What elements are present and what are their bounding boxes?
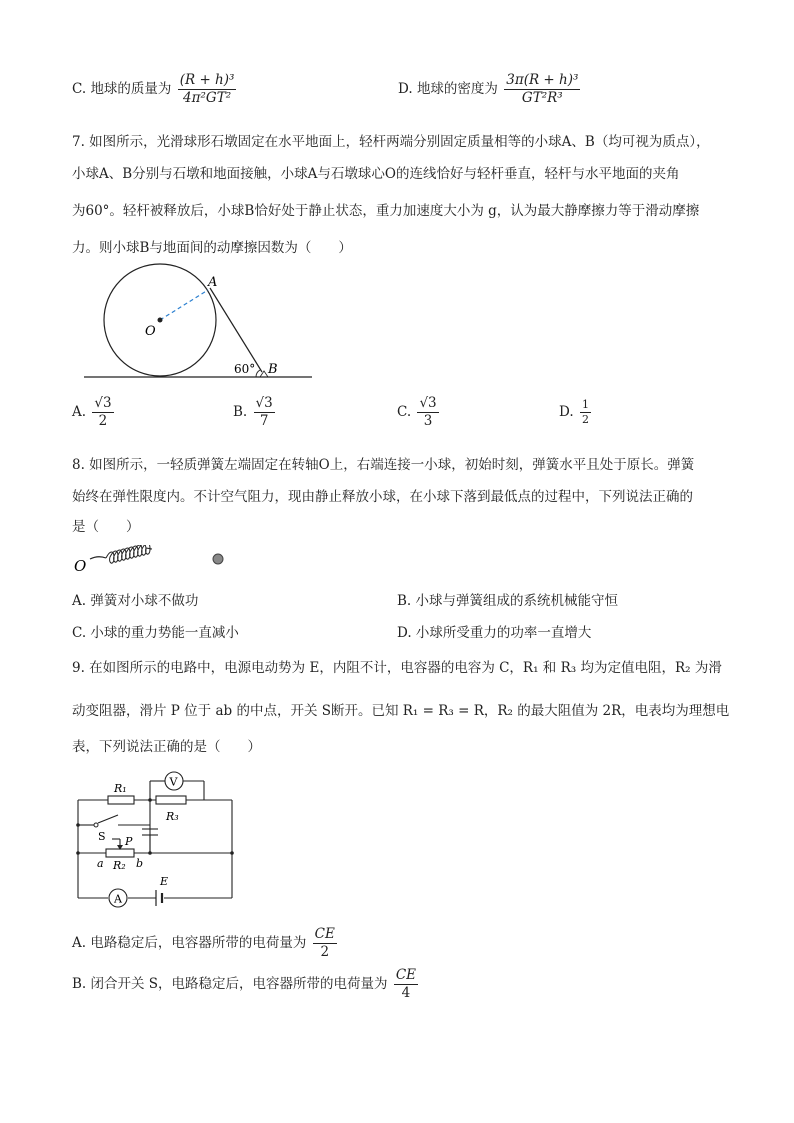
ammeter-label: A <box>114 892 122 906</box>
q8-option-b: B. 小球与弹簧组成的系统机械能守恒 <box>397 593 619 609</box>
q7-option-c <box>397 395 441 430</box>
denominator: 4π²GT² <box>183 90 232 106</box>
denominator: 3 <box>423 413 433 429</box>
ball-b-mark <box>260 371 268 377</box>
q8-figure <box>72 545 232 577</box>
q6-option-d <box>398 72 582 107</box>
q7-line-2: 小球A、B分别与石墩和地面接触，小球A与石墩球心O的连线恰好与轻杆垂直，轻杆与水平地面的夹角 <box>72 166 680 182</box>
q9-option-a <box>72 926 339 961</box>
denominator: 2 <box>98 413 108 429</box>
q8-option-d: D. 小球所受重力的功率一直增大 <box>397 625 592 641</box>
option-text: B. 闭合开关 S，电路稳定后，电容器所带的电荷量为 <box>72 976 388 992</box>
fraction <box>178 72 237 107</box>
denominator: 2 <box>581 413 589 426</box>
label-p: P <box>125 835 133 848</box>
fraction <box>580 398 591 427</box>
fraction <box>504 72 580 107</box>
numerator: √3 <box>419 395 437 411</box>
q9-line-3: 表，下列说法正确的是（ ） <box>72 739 261 755</box>
option-label: C. <box>72 81 87 97</box>
denominator: 7 <box>259 413 269 429</box>
center-point <box>158 318 163 323</box>
switch-s-blade <box>98 815 118 823</box>
q8-line-2: 始终在弹性限度内。不计空气阻力，现由静止释放小球，在小球下落到最低点的过程中，下列说法正确的 <box>72 489 693 505</box>
numerator: CE <box>314 926 335 942</box>
fraction <box>313 926 337 961</box>
denominator: GT²R³ <box>521 90 563 106</box>
q7-option-d <box>559 398 593 427</box>
option-label: D. <box>398 81 413 97</box>
spring-lead <box>90 557 106 559</box>
q7-figure <box>80 260 320 385</box>
option-text: A. 电路稳定后，电容器所带的电荷量为 <box>72 935 307 951</box>
q9-line-1: 9. 在如图所示的电路中，电源电动势为 E，内阻不计，电容器的电容为 C，R₁ 和 R₃ 均为定值电阻，R₂ 为滑 <box>72 660 722 676</box>
light-rod <box>210 288 262 372</box>
fraction <box>417 395 438 430</box>
q7-line-1: 7. 如图所示，光滑球形石墩固定在水平地面上，轻杆两端分别固定质量相等的小球A、B（均可视为质点）， <box>72 134 710 150</box>
option-label: A. <box>72 404 87 420</box>
q7-option-a <box>72 395 116 430</box>
q7-line-3: 为60°。轻杆被释放后，小球B恰好处于静止状态，重力加速度大小为 g，认为最大静摩擦力等于滑动摩擦 <box>72 203 700 219</box>
q9-option-b <box>72 967 420 1002</box>
numerator: CE <box>395 967 417 983</box>
option-label: B. <box>233 404 248 420</box>
numerator: √3 <box>255 395 273 411</box>
spring-coils <box>106 545 152 563</box>
numerator: 1 <box>581 398 589 411</box>
pivot-label-o: O <box>74 557 87 575</box>
resistor-r3 <box>156 796 186 804</box>
numerator: 3π(R + h)³ <box>506 72 579 88</box>
q8-line-3: 是（ ） <box>72 519 140 535</box>
resistor-r1 <box>108 796 134 804</box>
label-b: B <box>268 362 278 377</box>
resistor-r2 <box>106 849 134 857</box>
q6-option-c <box>72 72 238 107</box>
q8-line-1: 8. 如图所示，一轻质弹簧左端固定在转轴O上，右端连接一小球，初始时刻，弹簧水平且处于原长。弹簧 <box>72 457 695 473</box>
option-text: 地球的密度为 <box>416 81 498 97</box>
q8-option-a: A. 弹簧对小球不做功 <box>72 593 199 609</box>
q7-option-b <box>233 395 277 430</box>
option-label: C. <box>397 404 412 420</box>
label-r2: R₂ <box>113 859 126 872</box>
label-e: E <box>160 875 169 888</box>
q7-line-4: 力。则小球B与地面间的动摩擦因数为（ ） <box>72 240 352 256</box>
label-a-end: a <box>97 857 104 870</box>
small-ball <box>213 554 223 564</box>
fraction <box>92 395 113 430</box>
denominator: 2 <box>320 944 330 960</box>
label-r1: R₁ <box>114 782 127 795</box>
radius-oa <box>160 290 208 320</box>
label-o: O <box>145 324 156 339</box>
q9-circuit <box>70 765 250 915</box>
q9-line-2: 动变阻器，滑片 P 位于 ab 的中点，开关 S断开。已知 R₁ = R₃ = R，R₂ 的最大阻值为 2R，电表均为理想电 <box>72 703 730 719</box>
fraction <box>394 967 418 1002</box>
angle-arc <box>256 370 260 377</box>
numerator: √3 <box>94 395 112 411</box>
fraction <box>254 395 275 430</box>
angle-label: 60° <box>234 362 256 376</box>
q8-option-c: C. 小球的重力势能一直减小 <box>72 625 239 641</box>
denominator: 4 <box>401 985 411 1001</box>
label-b-end: b <box>136 857 144 870</box>
label-a: A <box>208 275 218 290</box>
label-r3: R₃ <box>166 810 179 823</box>
label-s: S <box>98 830 106 843</box>
numerator: (R + h)³ <box>179 72 235 88</box>
option-label: D. <box>559 404 574 420</box>
voltmeter-label: V <box>169 775 178 789</box>
option-text: 地球的质量为 <box>90 81 172 97</box>
